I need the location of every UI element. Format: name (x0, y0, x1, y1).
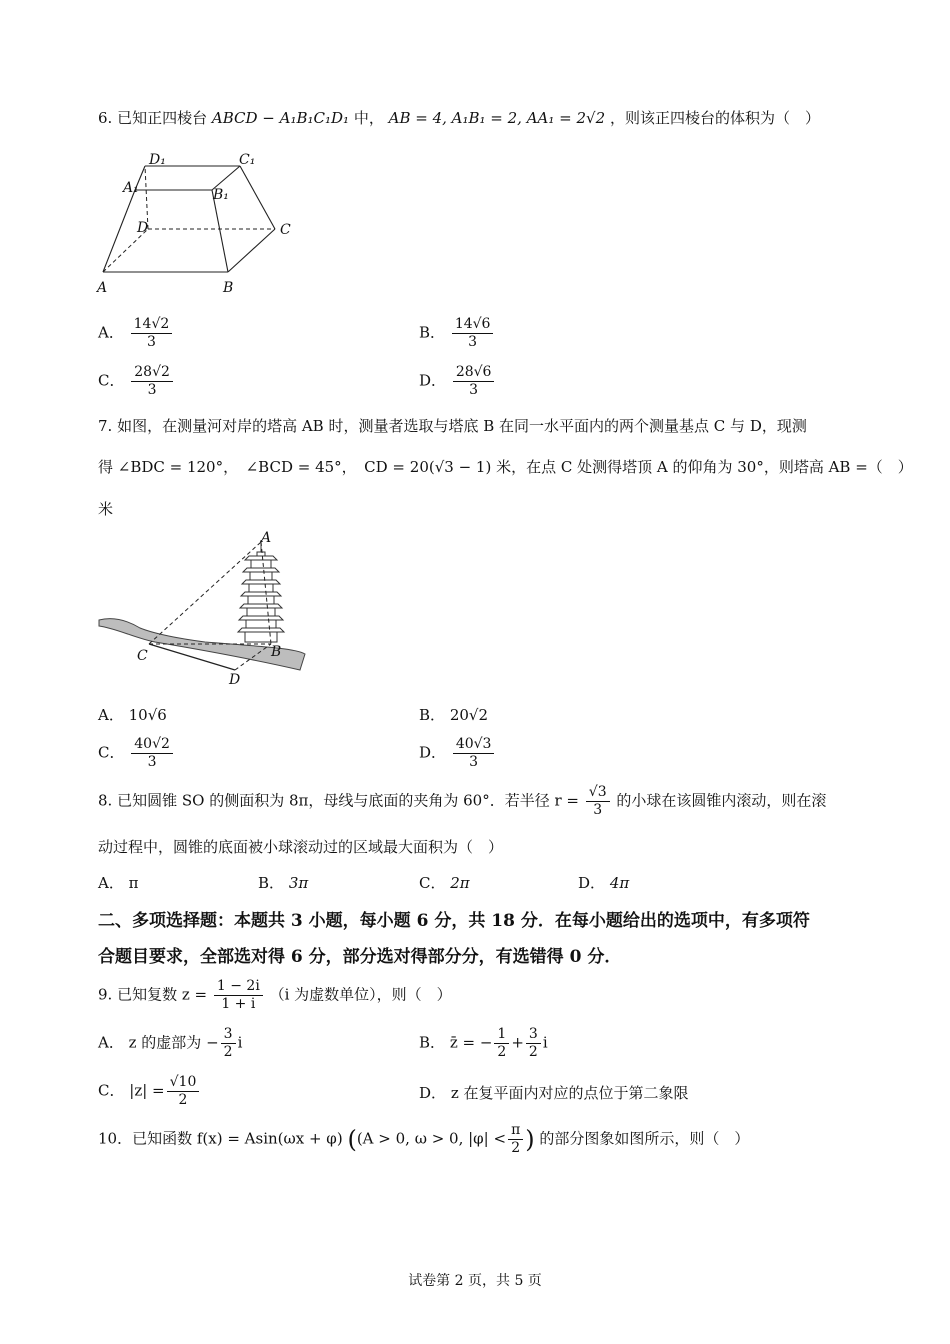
q6-option-b[interactable]: B． $\frac{14√6}{3}$ (419, 316, 495, 351)
q7-option-b[interactable]: B． 20√2 (419, 706, 489, 724)
label-C: C (280, 222, 291, 238)
q6-option-d[interactable]: D． $\frac{28√6}{3}$ (419, 364, 496, 399)
q9-option-c[interactable]: C． |z| = $\frac{√10}{2}$ (98, 1074, 201, 1109)
q9-option-a[interactable]: A． z 的虚部为 − $\frac{3}{2}$ i (98, 1026, 243, 1060)
q8-option-b[interactable]: B． 3π (258, 874, 309, 892)
label-D1: D₁ (149, 152, 166, 168)
label-A: A (97, 280, 108, 296)
label-D: D (137, 220, 149, 236)
label-A1: A₁ (123, 180, 139, 196)
q7-option-a[interactable]: A． 10√6 (98, 706, 167, 724)
fraction: $\frac{1}{2}$ (494, 1026, 509, 1061)
q7-stem-line1: 7. 如图，在测量河对岸的塔高 AB 时，测量者选取与塔底 B 在同一水平面内的两个测量基点 C 与 D，现测 (98, 417, 807, 435)
fraction: $\frac{√10}{2}$ (167, 1074, 200, 1109)
q10-stem: 10．已知函数 f(x) = Asin(ωx + φ) ((A > 0, ω > 0, |φ| < $\frac{\pi}{2}$ ) 的部分图象如图所示，则（ ） (98, 1122, 750, 1156)
fraction: $\frac{3}{2}$ (221, 1026, 236, 1061)
fraction: $\frac{√3}{3}$ (586, 784, 610, 819)
q7-stem-line3: 米 (98, 500, 114, 518)
q9-option-b[interactable]: B． z̄ = − $\frac{1}{2}$ + $\frac{3}{2}$ i (419, 1026, 548, 1060)
fraction: $\frac{1 - 2i}{1 + i}$ (214, 978, 263, 1013)
page-footer: 试卷第 2 页，共 5 页 (408, 1273, 542, 1289)
q7-option-d[interactable]: D． $\frac{40√3}{3}$ (419, 736, 496, 771)
label-A: A (261, 530, 272, 546)
q7-option-c[interactable]: C． $\frac{40√2}{3}$ (98, 736, 175, 771)
label-B1: B₁ (213, 187, 229, 203)
q8-option-a[interactable]: A． π (98, 874, 139, 892)
q9-stem: 9. 已知复数 z = $\frac{1 - 2i}{1 + i}$ （i 为虚数单位），则（ ） (98, 978, 452, 1012)
q8-stem-line2: 动过程中，圆锥的底面被小球滚动过的区域最大面积为（ ） (98, 838, 504, 856)
q7-stem-line2: 得 ∠BDC = 120°， ∠BCD = 45°， CD = 20(√3 − 1) 米，在点 C 处测得塔顶 A 的仰角为 30°，则塔高 AB =（ ） (98, 458, 913, 476)
pagoda-figure (95, 530, 310, 688)
fraction: $\frac{28√2}{3}$ (131, 364, 173, 399)
section-heading-line2: 合题目要求，全部选对得 6 分，部分选对得部分分，有选错得 0 分． (98, 947, 622, 967)
q8-option-c[interactable]: C． 2π (419, 874, 470, 892)
q6-stem: 6. 已知正四棱台 ABCD − A₁B₁C₁D₁ 中， AB = 4, A₁B₁ = 2, AA₁ = 2√2 ，则该正四棱台的体积为（ ） (98, 109, 820, 127)
fraction: $\frac{40√3}{3}$ (453, 736, 495, 771)
q8-option-d[interactable]: D． 4π (578, 874, 630, 892)
label-B: B (271, 644, 282, 660)
q8-stem-line1: 8. 已知圆锥 SO 的侧面积为 8π，母线与底面的夹角为 60°．若半径 r = $\frac{√3}{3}$ 的小球在该圆锥内滚动，则在滚 (98, 784, 827, 818)
fraction: $\frac{14√2}{3}$ (131, 316, 173, 351)
q6-option-c[interactable]: C． $\frac{28√2}{3}$ (98, 364, 175, 399)
label-B: B (223, 280, 234, 296)
label-C1: C₁ (239, 152, 256, 168)
fraction: $\frac{40√2}{3}$ (131, 736, 173, 771)
fraction: $\frac{3}{2}$ (526, 1026, 541, 1061)
q6-option-a[interactable]: A． $\frac{14√2}{3}$ (98, 316, 174, 351)
fraction: $\frac{14√6}{3}$ (452, 316, 494, 351)
label-C: C (137, 648, 148, 664)
fraction: $\frac{28√6}{3}$ (453, 364, 495, 399)
fraction: $\frac{\pi}{2}$ (508, 1122, 523, 1157)
frustum-figure (95, 148, 305, 296)
label-D: D (229, 672, 241, 688)
section-heading-line1: 二、多项选择题：本题共 3 小题，每小题 6 分，共 18 分．在每小题给出的选项中，有多项符 (98, 911, 810, 931)
q9-option-d[interactable]: D． z 在复平面内对应的点位于第二象限 (419, 1084, 689, 1102)
